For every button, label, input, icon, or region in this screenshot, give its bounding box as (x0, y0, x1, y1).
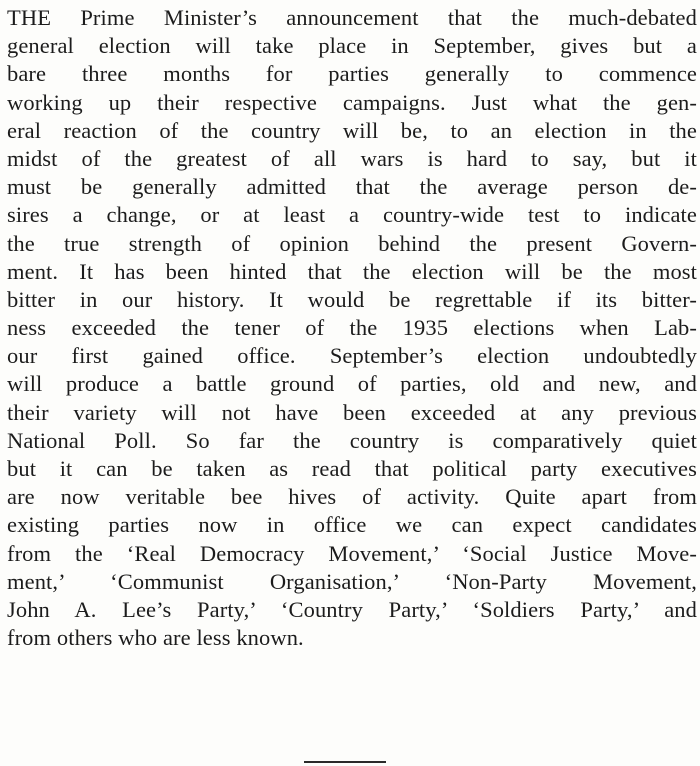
section-divider (304, 761, 386, 763)
article-line: ment,’ ‘Communist Organisation,’ ‘Non-Party Movement, (7, 568, 697, 594)
article-line: bare three months for parties generally to commence (7, 61, 697, 87)
article-line: eral reaction of the country will be, to an election in the (7, 117, 697, 143)
article-line: John A. Lee’s Party,’ ‘Country Party,’ ‘Soldiers Party,’ and (7, 596, 697, 622)
article-line: midst of the greatest of all wars is hard to say, but it (7, 145, 697, 171)
article-line: will produce a battle ground of parties, old and new, and (7, 371, 697, 397)
article-line: working up their respective campaigns. Just what the gen- (7, 89, 697, 115)
article-line: ness exceeded the tener of the 1935 elections when Lab- (7, 315, 697, 341)
article-line: sires a change, or at least a country-wide test to indicate (7, 202, 697, 228)
article-line: their variety will not have been exceeded at any previous (7, 399, 697, 425)
article-line: ment. It has been hinted that the election will be the most (7, 258, 697, 284)
article-line: are now veritable bee hives of activity. Quite apart from (7, 484, 697, 510)
article-line: bitter in our history. It would be regrettable if its bitter- (7, 286, 697, 312)
article-line: National Poll. So far the country is comparatively quiet (7, 427, 697, 453)
article-line: general election will take place in September, gives but a (7, 33, 697, 59)
editorial-article (7, 4, 697, 652)
article-line: but it can be taken as read that political party executives (7, 456, 697, 481)
article-line: must be generally admitted that the average person de- (7, 174, 697, 200)
article-line: THE Prime Minister’s announcement that the much-debated (7, 5, 697, 30)
article-line: from the ‘Real Democracy Movement,’ ‘Social Justice Move- (7, 540, 697, 566)
article-line: the true strength of opinion behind the present Govern- (7, 230, 697, 256)
article-line: our first gained office. September’s election undoubtedly (7, 343, 697, 369)
article-line: existing parties now in office we can expect candidates (7, 512, 697, 538)
article-line: from others who are less known. (7, 625, 304, 651)
